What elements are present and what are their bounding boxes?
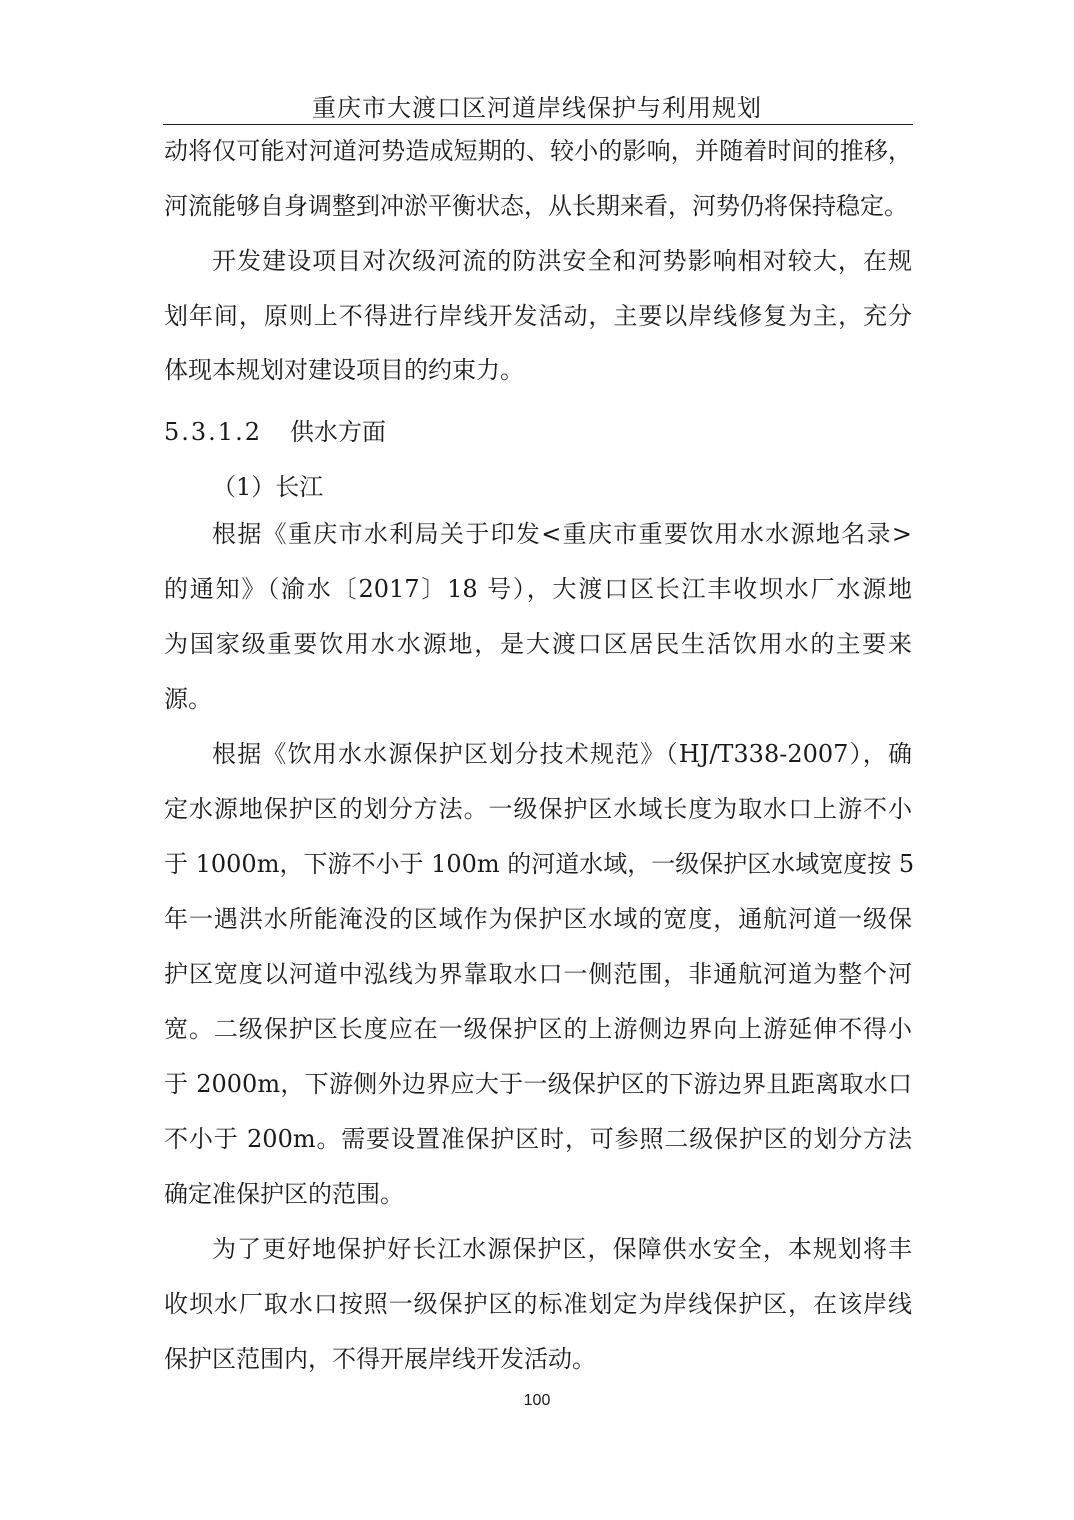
header-divider	[163, 124, 913, 125]
paragraph-line: 的通知》（渝水〔2017〕18 号），大渡口区长江丰收坝水厂水源地	[164, 575, 912, 603]
paragraph-line: 为了更好地保护好长江水源保护区，保障供水安全，本规划将丰	[212, 1235, 912, 1263]
paragraph-line: 体现本规划对建设项目的约束力。	[164, 356, 524, 384]
paragraph-line: 护区宽度以河道中泓线为界靠取水口一侧范围，非通航河道为整个河	[164, 960, 912, 988]
paragraph-line: 宽。二级保护区长度应在一级保护区的上游侧边界向上游延伸不得小	[164, 1015, 912, 1043]
paragraph-line: 确定准保护区的范围。	[164, 1180, 404, 1208]
paragraph-line: 开发建设项目对次级河流的防洪安全和河势影响相对较大，在规	[212, 247, 912, 275]
section-number: 5.3.1.2	[164, 418, 262, 446]
paragraph-line: 于 2000m，下游侧外边界应大于一级保护区的下游边界且距离取水口	[164, 1070, 912, 1098]
paragraph-line: 根据《饮用水水源保护区划分技术规范》（HJ/T338-2007），确	[212, 740, 912, 768]
page-number: 100	[523, 1392, 551, 1409]
paragraph-line: 于 1000m，下游不小于 100m 的河道水域，一级保护区水域宽度按 5	[164, 850, 915, 878]
page-header-title: 重庆市大渡口区河道岸线保护与利用规划	[312, 94, 762, 122]
paragraph-line: 保护区范围内，不得开展岸线开发活动。	[164, 1345, 596, 1373]
paragraph-line: 源。	[164, 685, 212, 713]
paragraph-line: 收坝水厂取水口按照一级保护区的标准划定为岸线保护区，在该岸线	[164, 1290, 912, 1318]
section-title: 供水方面	[289, 418, 386, 446]
paragraph-line: 动将仅可能对河道河势造成短期的、较小的影响，并随着时间的推移，	[164, 137, 912, 165]
paragraph-line: 根据《重庆市水利局关于印发<重庆市重要饮用水水源地名录>	[212, 520, 912, 548]
paragraph-line: 河流能够自身调整到冲淤平衡状态，从长期来看，河势仍将保持稳定。	[164, 192, 908, 220]
paragraph-line: 为国家级重要饮用水水源地，是大渡口区居民生活饮用水的主要来	[164, 630, 912, 658]
paragraph-line: 不小于 200m。需要设置准保护区时，可参照二级保护区的划分方法	[164, 1125, 912, 1153]
subsection-heading: （1）长江	[212, 473, 324, 501]
section-heading	[164, 412, 386, 447]
paragraph-line: 年一遇洪水所能淹没的区域作为保护区水域的宽度，通航河道一级保	[164, 905, 912, 933]
paragraph-line: 定水源地保护区的划分方法。一级保护区水域长度为取水口上游不小	[164, 795, 912, 823]
paragraph-line: 划年间，原则上不得进行岸线开发活动，主要以岸线修复为主，充分	[164, 302, 912, 330]
